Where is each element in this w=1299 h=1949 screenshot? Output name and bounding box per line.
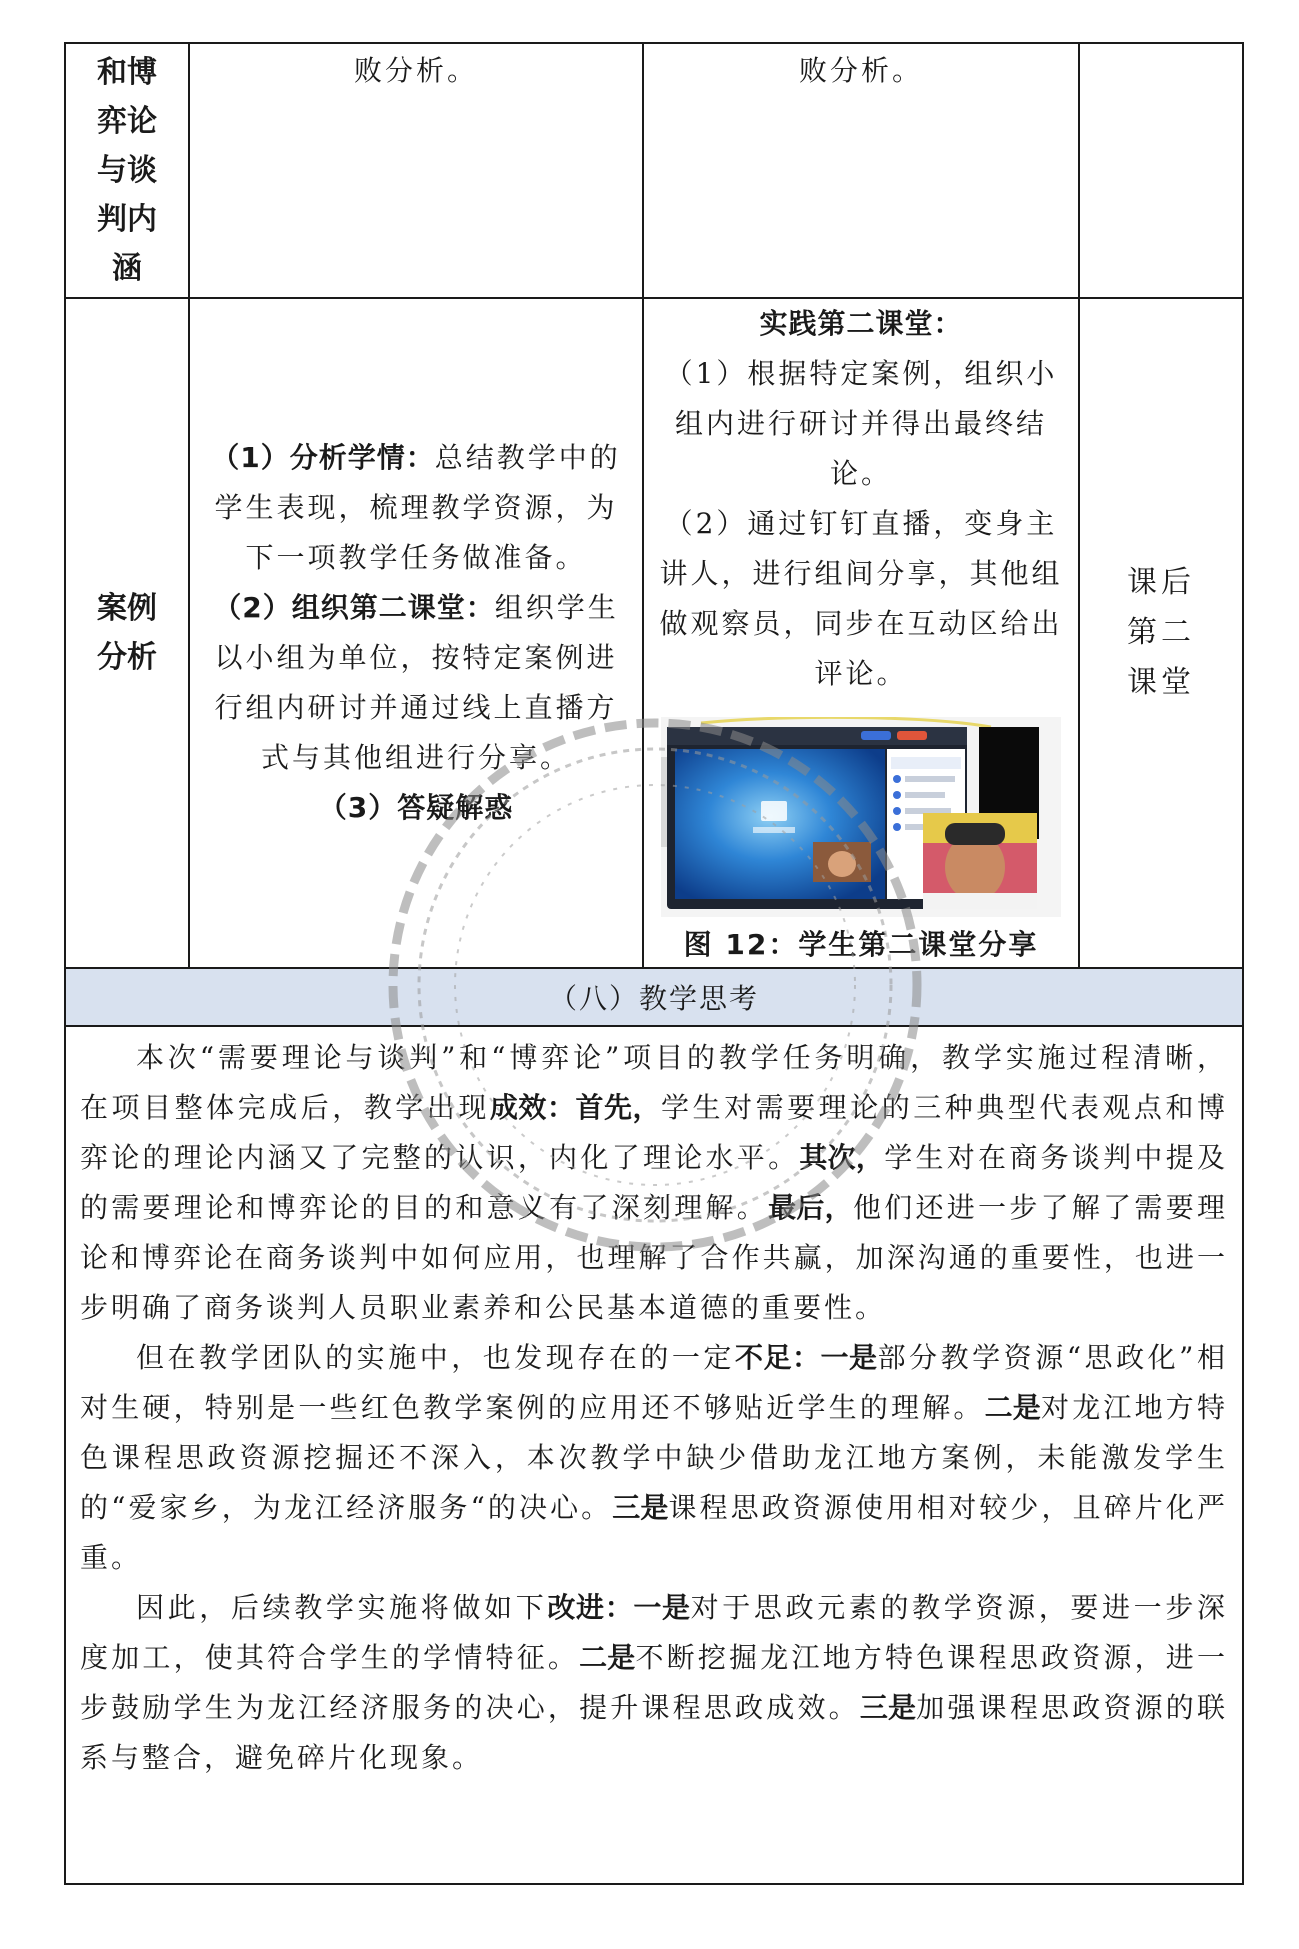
live-stream-image	[661, 717, 1061, 917]
stage-label-cell	[65, 298, 189, 968]
step-title: （2）组织第二课堂：	[213, 591, 495, 624]
reflection-text: 对于思政元素的教学资源，要进一步深度加工，使其符合学生的学情特征。	[80, 1591, 1228, 1674]
teacher-activity-cell	[189, 43, 643, 298]
teacher-step-1	[204, 433, 628, 583]
live-stream-screenshot	[661, 717, 1061, 917]
reflection-text: 课程思政资源使用相对较少，且碎片化严重。	[80, 1491, 1228, 1574]
reflection-cell	[65, 1026, 1243, 1884]
reflection-paragraph	[80, 1333, 1228, 1583]
stage-label-line: 与谈	[97, 153, 157, 188]
reflection-text: 加强课程思政资源的联系与整合，避免碎片化现象。	[80, 1691, 1228, 1774]
reflection-text: 本次“需要理论与谈判”和“博弈论”项目的教学任务明确，教学实施过程清晰，在项目整体完成后，教学出现	[80, 1041, 1228, 1124]
step-text: 总结教学中的学生表现，梳理教学资源，为下一项教学任务做准备。	[214, 441, 621, 574]
reflection-paragraph	[80, 1033, 1228, 1333]
stage-label-cell	[65, 43, 189, 298]
student-step-2: （2）通过钉钉直播，变身主讲人，进行组间分享，其他组做观察员，同步在互动区给出评论。	[659, 507, 1063, 690]
stage-label-line: 和博	[97, 55, 157, 90]
student-activity-cell	[643, 43, 1079, 298]
practice-heading: 实践第二课堂：	[759, 307, 963, 340]
reflection-emphasis: 不足：一是	[734, 1341, 878, 1374]
after-class-line: 课后	[1127, 565, 1195, 600]
table-row	[65, 298, 1243, 968]
lesson-plan-table	[64, 42, 1244, 1885]
reflection-text: 他们还进一步了解了需要理论和博弈论在商务谈判中如何应用，也理解了合作共赢，加深沟通的重要性，也进一步明确了商务谈判人员职业素养和公民基本道德的重要性。	[80, 1191, 1228, 1324]
reflection-emphasis: 三是	[612, 1491, 669, 1524]
reflection-text: 但在教学团队的实施中，也发现存在的一定	[136, 1341, 735, 1374]
teacher-step-2	[204, 583, 628, 783]
reflection-text: 部分教学资源“思政化”相对生硬，特别是一些红色教学案例的应用还不够贴近学生的理解。	[80, 1341, 1228, 1424]
reflection-text: 学生对在商务谈判中提及的需要理论和博弈论的目的和意义有了深刻理解。	[80, 1141, 1228, 1224]
reflection-text: 对龙江地方特色课程思政资源挖掘还不深入，本次教学中缺少借助龙江地方案例，未能激发学生的“爱家乡，为龙江经济服务“的决心。	[80, 1391, 1228, 1524]
reflection-text: 因此，后续教学实施将做如下	[136, 1591, 548, 1624]
stage-label-line: 判内	[97, 202, 157, 237]
student-activity-cell	[643, 298, 1079, 968]
reflection-row	[65, 1026, 1243, 1884]
student-activity-text: 败分析。	[798, 54, 923, 87]
student-step-1: （1）根据特定案例，组织小组内进行研讨并得出最终结论。	[664, 357, 1058, 490]
stage-label-line: 案例	[97, 591, 157, 626]
after-class-line: 课堂	[1127, 665, 1195, 700]
reflection-emphasis: 二是	[984, 1391, 1041, 1424]
step-title: （3）答疑解惑	[318, 791, 514, 824]
reflection-text: 不断挖掘龙江地方特色课程思政资源，进一步鼓励学生为龙江经济服务的决心，提升课程思政成效。	[80, 1641, 1228, 1724]
note-cell	[1079, 43, 1243, 298]
reflection-emphasis: 最后，	[768, 1191, 853, 1224]
figure-caption: 图 12：学生第二课堂分享	[683, 928, 1039, 961]
section-title: （八）教学思考	[65, 968, 1243, 1026]
stage-label-line: 分析	[97, 640, 157, 675]
reflection-emphasis: 成效：首先，	[489, 1091, 662, 1124]
reflection-emphasis: 改进：一是	[547, 1591, 691, 1624]
step-text: 组织学生以小组为单位，按特定案例进行组内研讨并通过线上直播方式与其他组进行分享。	[214, 591, 619, 774]
stage-label-line: 涵	[112, 251, 142, 286]
reflection-emphasis: 二是	[579, 1641, 636, 1674]
after-class-line: 第二	[1127, 615, 1195, 650]
teacher-step-3	[204, 783, 628, 833]
teacher-activity-cell	[189, 298, 643, 968]
table-row	[65, 43, 1243, 298]
step-title: （1）分析学情：	[211, 441, 435, 474]
reflection-text: 学生对需要理论的三种典型代表观点和博弈论的理论内涵又了完整的认识，内化了理论水平。	[80, 1091, 1228, 1174]
section-heading-row	[65, 968, 1243, 1026]
note-cell	[1079, 298, 1243, 968]
stage-label-line: 弈论	[97, 104, 157, 139]
teacher-activity-text: 败分析。	[353, 54, 478, 87]
reflection-paragraph	[80, 1583, 1228, 1783]
reflection-emphasis: 其次，	[799, 1141, 885, 1174]
reflection-emphasis: 三是	[859, 1691, 917, 1724]
